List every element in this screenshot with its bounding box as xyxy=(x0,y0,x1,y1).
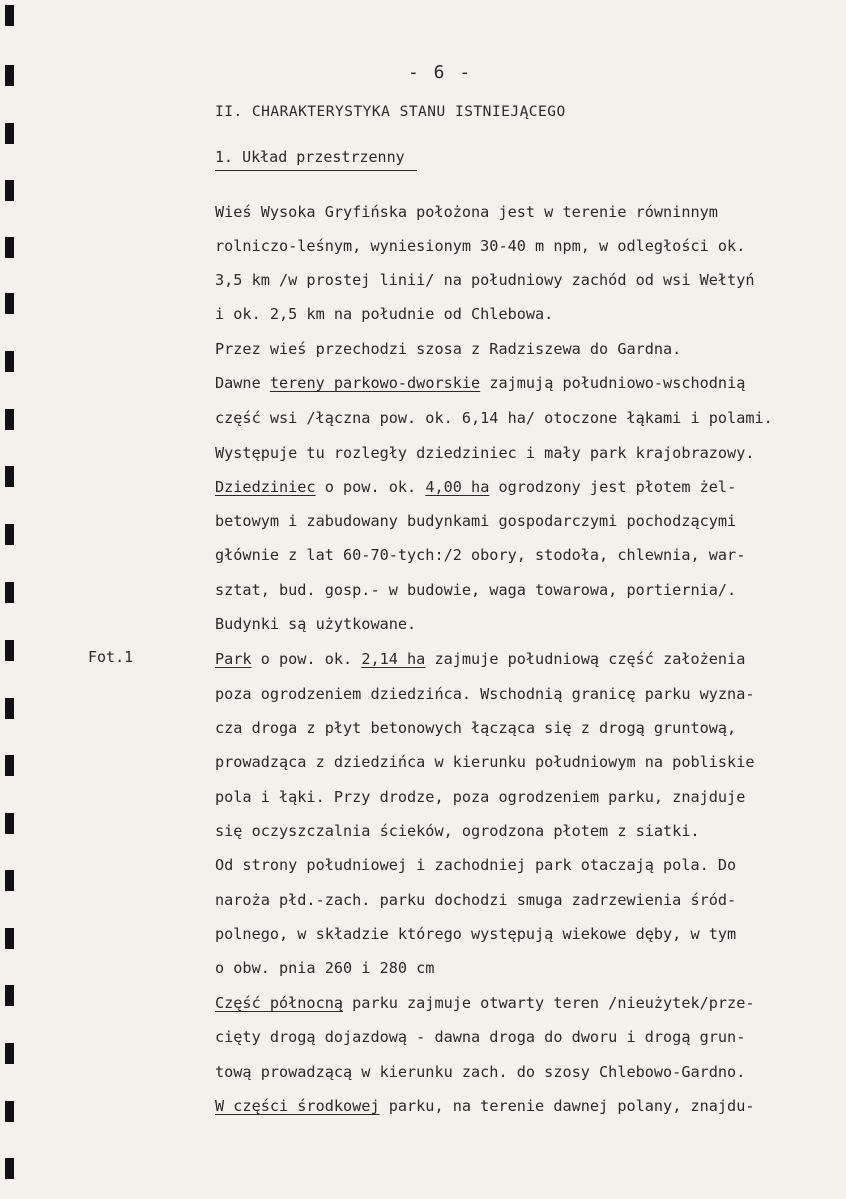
text-segment: naroża płd.-zach. parku dochodzi smuga zadrzewienia śród- xyxy=(215,891,737,909)
binder-hole-mark xyxy=(5,5,14,26)
text-segment: o pow. ok. xyxy=(251,650,362,668)
text-segment: się oczyszczalnia ścieków, ogrodzona płotem z siatki. xyxy=(215,822,700,840)
text-line xyxy=(215,304,553,324)
text-line xyxy=(215,443,754,463)
text-line xyxy=(215,958,434,978)
text-segment: Wieś Wysoka Gryfińska położona jest w terenie równinnym xyxy=(215,203,718,221)
text-segment: parku, na terenie dawnej polany, znajdu- xyxy=(379,1097,755,1115)
binder-hole-mark xyxy=(5,640,14,661)
margin-note-photo-ref: Fot.1 xyxy=(88,648,134,666)
text-segment: sztat, bud. gosp.- w budowie, waga towarowa, portiernia/. xyxy=(215,581,737,599)
text-segment: głównie z lat 60-70-tych:/2 obory, stodoła, chlewnia, war- xyxy=(215,546,746,564)
text-segment: cza droga z płyt betonowych łącząca się z drogą gruntową, xyxy=(215,719,737,737)
text-segment: ogrodzony jest płotem żel- xyxy=(489,478,737,496)
text-segment: cięty drogą dojazdową - dawna droga do dworu i drogą grun- xyxy=(215,1028,746,1046)
text-line xyxy=(215,787,745,807)
binder-hole-mark xyxy=(5,293,14,314)
binder-hole-mark xyxy=(5,928,14,949)
text-line xyxy=(215,545,745,565)
text-line xyxy=(215,202,718,222)
binder-hole-mark xyxy=(5,698,14,719)
binder-hole-mark xyxy=(5,1101,14,1122)
text-line xyxy=(215,752,754,772)
text-segment: parku zajmuje otwarty teren /nieużytek/prze- xyxy=(343,994,755,1012)
text-line xyxy=(215,993,754,1013)
text-segment: o pow. ok. xyxy=(315,478,426,496)
text-segment: poza ogrodzeniem dziedzińca. Wschodnią granicę parku wyzna- xyxy=(215,685,755,703)
text-line xyxy=(215,614,416,634)
text-line xyxy=(215,684,754,704)
binder-hole-mark xyxy=(5,466,14,487)
binder-hole-mark xyxy=(5,409,14,430)
binder-hole-mark xyxy=(5,582,14,603)
underlined-text: 4,00 ha xyxy=(425,478,490,496)
binder-hole-mark xyxy=(5,123,14,144)
text-segment: zajmują południowo-wschodnią xyxy=(480,374,746,392)
text-line xyxy=(215,1027,745,1047)
section-title: II. CHARAKTERYSTYKA STANU ISTNIEJĄCEGO xyxy=(215,104,566,120)
text-line xyxy=(215,511,736,531)
underlined-text: 2,14 ha xyxy=(361,650,426,668)
text-segment: betowym i zabudowany budynkami gospodarczymi pochodzącymi xyxy=(215,512,737,530)
binder-hole-mark xyxy=(5,1158,14,1179)
binder-hole-mark xyxy=(5,985,14,1006)
text-segment: polnego, w składzie którego występują wiekowe dęby, w tym xyxy=(215,925,737,943)
text-segment: część wsi /łączna pow. ok. 6,14 ha/ otoczone łąkami i polami. xyxy=(215,409,773,427)
binder-hole-mark xyxy=(5,351,14,372)
binder-hole-mark xyxy=(5,1043,14,1064)
text-line xyxy=(215,477,736,497)
text-segment: Przez wieś przechodzi szosa z Radziszewa do Gardna. xyxy=(215,340,682,358)
underlined-text: Park xyxy=(215,650,252,668)
text-line xyxy=(215,924,736,944)
text-segment: tową prowadzącą w kierunku zach. do szosy Chlebowo-Gardno. xyxy=(215,1063,746,1081)
text-line xyxy=(215,718,736,738)
text-segment: Dawne xyxy=(215,374,270,392)
binder-hole-mark xyxy=(5,65,14,86)
text-line xyxy=(215,339,681,359)
binder-hole-mark xyxy=(5,237,14,258)
text-line xyxy=(215,821,700,841)
subsection-title: 1. Układ przestrzenny xyxy=(215,148,417,171)
underlined-text: Część północną xyxy=(215,994,344,1012)
text-segment: 3,5 km /w prostej linii/ na południowy zachód od wsi Wełtyń xyxy=(215,271,755,289)
text-segment: Występuje tu rozległy dziedziniec i mały park krajobrazowy. xyxy=(215,444,755,462)
text-line xyxy=(215,890,736,910)
text-segment: Od strony południowej i zachodniej park otaczają pola. Do xyxy=(215,856,737,874)
underlined-text: tereny parkowo-dworskie xyxy=(269,374,481,392)
text-line xyxy=(215,1096,754,1116)
underlined-text: W części środkowej xyxy=(215,1097,380,1115)
text-segment: pola i łąki. Przy drodze, poza ogrodzeniem parku, znajduje xyxy=(215,788,746,806)
binder-hole-mark xyxy=(5,180,14,201)
page-number: - 6 - xyxy=(408,62,473,83)
binder-hole-mark xyxy=(5,870,14,891)
text-line xyxy=(215,1062,745,1082)
text-line xyxy=(215,580,736,600)
text-segment: i ok. 2,5 km na południe od Chlebowa. xyxy=(215,305,554,323)
underlined-text: Dziedziniec xyxy=(215,478,316,496)
text-line xyxy=(215,649,745,669)
text-segment: zajmuje południową część założenia xyxy=(425,650,746,668)
text-line xyxy=(215,408,773,428)
text-line xyxy=(215,373,745,393)
binder-hole-mark xyxy=(5,813,14,834)
text-segment: prowadząca z dziedzińca w kierunku południowym na pobliskie xyxy=(215,753,755,771)
binder-hole-mark xyxy=(5,524,14,545)
binder-hole-mark xyxy=(5,755,14,776)
text-segment: Budynki są użytkowane. xyxy=(215,615,417,633)
text-segment: o obw. pnia 260 i 280 cm xyxy=(215,959,435,977)
text-line xyxy=(215,236,745,256)
text-line xyxy=(215,270,754,290)
text-line xyxy=(215,855,736,875)
text-segment: rolniczo-leśnym, wyniesionym 30-40 m npm, w odległości ok. xyxy=(215,237,746,255)
